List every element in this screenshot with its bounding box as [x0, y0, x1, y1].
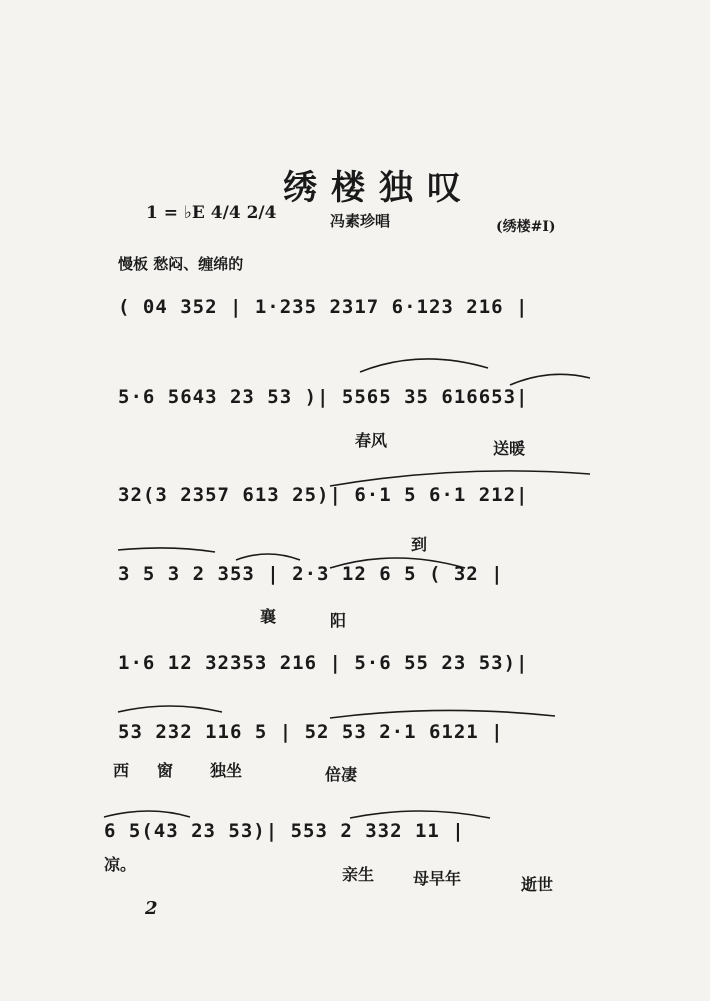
notation-row: 3 5 3 2 353 | 2·3 12 6 5 ( 32 | [118, 563, 504, 585]
key-signature: 1 = ♭E 4/4 2/4 [146, 203, 277, 223]
slur-mark [330, 558, 465, 568]
slur-mark [330, 471, 590, 486]
lyric-text: 凉。 [104, 855, 137, 874]
lyric-text: 独坐 [210, 761, 243, 780]
lyric-text: 襄 [260, 607, 277, 626]
slur-mark [330, 710, 555, 718]
slur-mark [236, 554, 300, 560]
slur-mark [360, 359, 488, 372]
lyric-text: 阳 [330, 611, 347, 630]
lyric-text: 亲生 [342, 865, 375, 884]
page-title: 绣楼独叹 [283, 168, 475, 208]
tempo-marking: 慢板 愁闷、缠绵的 [118, 255, 244, 273]
notation-row: 32(3 2357 613 25)| 6·1 5 6·1 212| [118, 484, 529, 506]
slur-mark [118, 548, 215, 552]
lyric-text: 母早年 [413, 869, 462, 888]
slur-mark [510, 374, 590, 385]
notation-row: ( 04 352 | 1·235 2317 6·123 216 | [118, 296, 529, 318]
lyric-text: 逝世 [521, 875, 554, 894]
notation-row: 5·6 5643 23 53 )| 5565 35 616653| [118, 386, 529, 408]
notation-row: 53 232 116 5 | 52 53 2·1 6121 | [118, 721, 504, 743]
page-number: 2 [145, 898, 158, 919]
source-note: (绣楼#I) [496, 219, 556, 235]
singer-credit: 冯素珍唱 [330, 212, 391, 230]
lyric-text: 春风 [355, 431, 388, 450]
slur-mark [104, 811, 190, 817]
slur-mark [350, 811, 490, 818]
notation-row: 1·6 12 32353 216 | 5·6 55 23 53)| [118, 652, 529, 674]
lyric-text: 送暖 [493, 439, 526, 458]
notation-row: 6 5(43 23 53)| 553 2 332 11 | [104, 820, 465, 842]
lyric-text: 西 [113, 761, 130, 780]
lyric-text: 到 [411, 535, 428, 554]
lyric-text: 窗 [157, 761, 174, 780]
lyric-text: 倍凄 [325, 765, 358, 784]
slur-mark [118, 706, 222, 712]
